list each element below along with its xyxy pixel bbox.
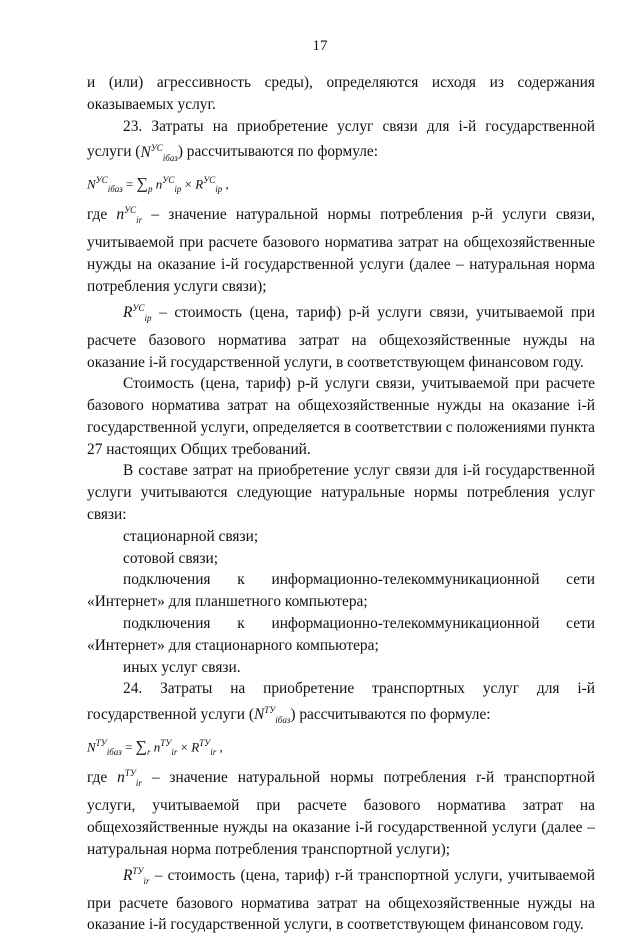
formula-transport: $N^{ТУ}_{iбаз} = \sum_r$ $n^{ТУ}_{ir} \times R^{ТУ}_{ir}$ , (87, 738, 223, 758)
list-item: подключения к информационно-телекоммуникационной сети «Интернет» для планшетного компьютера; (87, 571, 595, 611)
definition-r-us: $R^{УС}_{ip}$ – стоимость (цена, тариф) р-й услуги связи, учитываемой при расчете базового норматива затрат на общехозяйственные нужды на оказание i-й государственной услуги, в соответствующем финансовом году. (87, 302, 595, 371)
list-item: стационарной связи; (123, 527, 259, 545)
paragraph-24-intro-end: ) рассчитываются по формуле: (290, 706, 491, 724)
paragraph-continuation: и (или) агрессивность среды), определяются исходя из содержания оказываемых услуг. (87, 74, 595, 113)
definition-n-us: где $n^{УС}_{ir}$ – значение натуральной нормы потребления р-й услуги связи, учитываемой при расчете базового норматива затрат на общехозяйственные нужды на оказание i-й государственной услуги (далее – натуральная норма потребления услуги связи); (87, 205, 595, 295)
paragraph-cost: Стоимость (цена, тариф) р-й услуги связи, учитываемой при расчете базового норматива затрат на общехозяйственные нужды на оказание i-й государственной услуги, определяется в соответствии с положениями пункта 27 настоящих Общих требований. (87, 375, 596, 458)
paragraph-23-intro-end: ) рассчитываются по формуле: (177, 143, 379, 161)
formula-communication: $N^{УС}_{iбаз} = \sum_p$ $n^{УС}_{ip} \times R^{УС}_{ip}$ , (87, 175, 229, 195)
paragraph-24 (87, 678, 595, 732)
symbol-n-base-us: $N^{УС}_{iбаз}$ (140, 142, 178, 163)
list-item: сотовой связи; (123, 549, 219, 567)
list-item: подключения к информационно-телекоммуникационной сети «Интернет» для стационарного компьютера; (87, 615, 595, 654)
definition-n-tu: где $n^{ТУ}_{ir}$ – значение натуральной нормы потребления r-й транспортной услуги, учитываемой при расчете базового норматива затрат на общехозяйственные нужды на оказание i-й государственной услуги (далее – натуральная норма потребления транспортной услуги); (87, 768, 595, 858)
paragraph-24-intro: 24. Затраты на приобретение транспортных услуг для i-й государственной услуги ( (87, 680, 595, 724)
page-number: 17 (312, 38, 328, 54)
definition-r-tu: $R^{ТУ}_{ir}$ – стоимость (цена, тариф) r-й транспортной услуги, учитываемой при расчете базового норматива затрат на общехозяйственные нужды на оказание i-й государственной услуги, в соответствующем финансовом году. (87, 865, 595, 934)
paragraph-23-intro: 23. Затраты на приобретение услуг связи для i-й государственной услуги ( (87, 117, 595, 161)
paragraph-23 (87, 116, 595, 170)
list-item: иных услуг связи. (123, 658, 241, 676)
paragraph-norms: В составе затрат на приобретение услуг связи для i-й государственной услуги учитываются следующие натуральные нормы потребления услуг связи: (87, 462, 595, 524)
symbol-n-base-tu: $N^{ТУ}_{iбаз}$ (253, 705, 291, 726)
document-body (87, 72, 595, 936)
